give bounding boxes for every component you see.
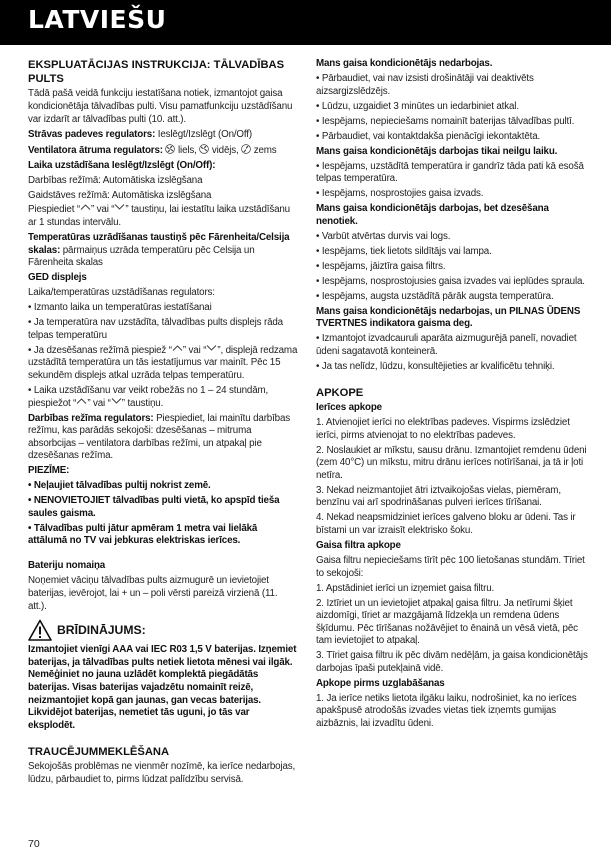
mode-regulator-text: Piespiediet, lai mainītu darbības režīmu, kas parādās sekojoši: dzesēšanas – mitruma absorbcijas – ventilatora darbības režīmi, un atpakaļ pie dzesēšanas režīma.: [28, 412, 291, 462]
problem-1-bullet-4: • Pārbaudiet, vai kontaktdakša pienācīgi iekontaktēta.: [316, 130, 541, 142]
problem-3-bullet-5: • Iespējams, augsta uzstādītā pārāk augsta temperatūra.: [316, 290, 554, 302]
timer-press-mid: ” vai “: [90, 204, 115, 216]
problem-3-bullet-2: • Iespējams, tiek lietots sildītājs vai lampa.: [316, 245, 492, 257]
device-care-step-3: 3. Nekad neizmantojiet ātri iztvaikojošas vielas, piemēram, benzīnu vai arī spodrināšanas pulveri ierīces tīrīšanai.: [316, 484, 561, 509]
arrow-up-icon: [172, 345, 183, 351]
problem-1-bullet-3: • Iespējams, nepieciešams nomainīt baterijas tālvadības pultī.: [316, 115, 575, 127]
problem-2-bullet-2: • Iespējams, nosprostojies gaisa izvads.: [316, 188, 484, 200]
device-care-step-1: 1. Atvienojiet ierīci no elektrības padeves. Vispirms izslēdziet ierīci, pirms atvienojat to no elektrības padeves.: [316, 417, 570, 441]
problem-3-bullet-1: • Varbūt atvērtas durvis vai logs.: [316, 230, 451, 242]
mode-regulator-label: Darbības režīma regulators:: [28, 412, 154, 424]
power-regulator-text: Ieslēgt/Izslēgt (On/Off): [155, 128, 252, 140]
led-bullet-3-mid: ” vai “: [182, 344, 207, 356]
maintenance-heading: APKOPE: [316, 386, 364, 399]
arrow-down-icon: [114, 204, 125, 210]
fan-medium-icon: [199, 144, 209, 154]
left-column: [28, 58, 298, 789]
fan-low-icon: [241, 144, 251, 154]
fan-high-text: liels,: [175, 144, 200, 156]
led-bullet-4-post: ” taustiņu.: [121, 397, 164, 409]
problem-2-bullet-1: • Iespējams, uzstādītā temperatūra ir gandrīz tāda pati kā esošā telpas temperatūra.: [316, 160, 584, 185]
device-care-heading: Ierīces apkope: [316, 402, 382, 414]
standby-mode-text: Gaidstāves režīmā: Automātiska izslēgšana: [28, 189, 212, 201]
fan-medium-text: vidējs,: [209, 144, 242, 156]
warning-title: BRĪDINĀJUMS:: [57, 622, 146, 637]
filter-care-step-1: 1. Apstādiniet ierīci un izņemiet gaisa filtru.: [316, 582, 495, 594]
led-bullet-1: • Izmanto laika un temperatūras iestatīšanai: [28, 302, 212, 314]
problem-3-bullet-3: • Iespējams, jāiztīra gaisa filtrs.: [316, 260, 446, 272]
filter-care-step-2: 2. Iztīriet un un ievietojiet atpakaļ gaisa filtru. Ja netīrumi šķiet aizdomīgi, tīriet ar mazgājamā līdzekļa un remdena ūdens šķīdumu. Pēc tīrīšanas nožāvējiet to ēnainā un vēsā vietā, pēc tam ievietojiet to atpakaļ.: [316, 597, 578, 647]
problem-1-bullet-1: • Pārbaudiet, vai nav izsisti drošinātāji vai deaktivēts aizsargizslēdzējs.: [316, 72, 534, 97]
warning-triangle-icon: [28, 619, 52, 641]
arrow-up-icon: [80, 204, 91, 210]
right-column: [316, 58, 588, 733]
fan-high-icon: [165, 144, 175, 154]
led-bullet-4: [28, 385, 298, 410]
problem-1-heading: Mans gaisa kondicionētājs nedarbojas.: [316, 58, 493, 69]
fan-speed-label: Ventilatora ātruma regulators:: [28, 144, 163, 156]
warning-text: Izmantojiet vienīgi AAA vai IEC R03 1,5 V baterijas. Izņemiet baterijas, ja tālvadības pults netiek lietota mēnesi vai ilgāk. Nemēģiniet no jauna uzlādēt komplektā piegādātās baterijas. Visas baterijas vajadzētu nomainīt reizē, neizmantojiet kopā gan jaunas, gan vecas baterijas. Likvidējot baterijas, nemetiet tās uguni, jo tās var eksplodēt.: [28, 644, 297, 731]
remote-intro-text: Tādā pašā veidā funkciju iestatīšana notiek, izmantojot gaisa kondicionētāja tālvadības pulti. Visu pamatfunkciju uzstādīšanu var izdarīt ar tālvadības pulti (10. att.).: [28, 88, 293, 125]
remote-instructions-heading: EKSPLUATĀCIJAS INSTRUKCIJA: TĀLVADĪBAS PULTS: [28, 59, 285, 85]
led-bullet-4-pre: • Laika uzstādīšanu var veikt robežās no 1 – 24 stundām, piespiežot “: [28, 384, 269, 409]
note-item-2: • NENOVIETOJIET tālvadības pulti vietā, ko apspīd tieša saules gaisma.: [28, 495, 280, 519]
problem-4-bullet-2: • Ja tas nelīdz, lūdzu, konsultējieties ar kvalificētu tehniķi.: [316, 360, 555, 372]
led-bullet-3-pre: • Ja dzesēšanas režīmā piespiež “: [28, 344, 172, 356]
dry-mode-text: Darbības režīmā: Automātiska izslēgšana: [28, 174, 203, 186]
fahrenheit-text: pārmaiņus uzrāda temperatūru pēc Celsija un Fārenheita skalas: [28, 244, 255, 269]
language-header-bar: [0, 0, 611, 45]
fahrenheit-label: Temperatūras uzrādīšanas taustiņš pēc Fārenheita/Celsija skalas:: [28, 232, 290, 256]
timer-press-pre: Piespiediet “: [28, 204, 80, 216]
mode-regulator-line: [28, 413, 298, 463]
filter-care-text: Gaisa filtru nepieciešams tīrīt pēc 100 lietošanas stundām. Tīriet to sekojoši:: [316, 554, 585, 579]
problem-3-bullet-4: • Iespējams, nosprostojusies gaisa izvades vai ieplūdes spraula.: [316, 275, 585, 287]
timer-press-text: [28, 204, 298, 229]
storage-care-step-1: 1. Ja ierīce netiks lietota ilgāku laiku, nodrošiniet, ka no ierīces apakšpusē atrodošās izvades vietas tiek izņemts gumijas aizbāznis, lai izvadītu ūdeni.: [316, 692, 577, 730]
arrow-down-icon: [206, 345, 217, 351]
filter-care-step-3: 3. Tīriet gaisa filtru ik pēc divām nedēļām, ja gaisa kondicionētājs darbojas īpaši putekļainā vidē.: [316, 650, 588, 674]
device-care-step-2: 2. Noslaukiet ar mīkstu, sausu drānu. Izmantojiet remdenu ūdeni (zem 40°C) un mīkstu, mitru drānu ierīces notīrīšanai, ja tā ir ļoti netīra.: [316, 444, 587, 481]
troubleshooting-text: Sekojošās problēmas ne vienmēr nozīmē, ka ierīce nedarbojas, lūdzu, pārbaudiet to, pirms lūdzat palīdzību servisā.: [28, 761, 296, 785]
led-bullet-4-mid: ” vai “: [87, 397, 111, 409]
led-display-heading: GED displejs: [28, 272, 87, 284]
page-number: 70: [28, 838, 40, 850]
filter-care-heading: Gaisa filtra apkope: [316, 539, 401, 551]
fahrenheit-line: [28, 232, 298, 270]
problem-4-heading: Mans gaisa kondicionētājs nedarbojas, un PILNAS ŪDENS TVERTNES indikatora gaisma deg.: [316, 305, 581, 330]
problem-4-bullet-1: • Izmantojot izvadcauruli aparāta aizmugurējā panelī, novadiet ūdeni sagatavotā konteinerā.: [316, 333, 577, 357]
arrow-down-icon: [111, 398, 122, 404]
led-bullet-2: • Ja temperatūra nav uzstādīta, tālvadības pults displejs rāda telpas temperatūru: [28, 317, 283, 341]
warning-heading: [28, 619, 298, 641]
troubleshooting-heading: TRAUCĒJUMMEKLĒŠANA: [28, 745, 170, 758]
power-regulator-line: [28, 129, 298, 142]
power-regulator-label: Strāvas padeves regulators:: [28, 128, 156, 140]
fan-low-text: zems: [251, 144, 277, 156]
arrow-up-icon: [76, 398, 87, 404]
device-care-step-4: 4. Nekad neapsmidziniet ierīces galveno bloku ar ūdeni. Tas ir bīstami un var izraisīt elektrisko šoku.: [316, 512, 576, 536]
led-regulator-text: Laika/temperatūras uzstādīšanas regulators:: [28, 287, 215, 299]
storage-care-heading: Apkope pirms uzglabāšanas: [316, 677, 445, 689]
timer-heading: Laika uzstādīšana Ieslēgt/Izslēgt (On/Off):: [28, 159, 216, 171]
battery-heading: Bateriju nomaiņa: [28, 560, 106, 572]
led-bullet-3: [28, 345, 298, 383]
led-bullet-3-post: ”, displejā redzama uzstādītā temperatūra un tās iestatījumus var mainīt. Pēc 15 sekundēm displejs atkal uzrāda telpas temperatūru.: [28, 344, 298, 381]
fan-speed-line: [28, 144, 298, 158]
timer-press-post: ” taustiņu, lai iestatītu laika uzstādīšanu ar 1 stundas intervālu.: [28, 204, 290, 229]
note-heading: PIEZĪME:: [28, 465, 70, 477]
problem-1-bullet-2: • Lūdzu, uzgaidiet 3 minūtes un iedarbiniet atkal.: [316, 100, 519, 112]
problem-3-heading: Mans gaisa kondicionētājs darbojas, bet dzesēšana nenotiek.: [316, 203, 549, 227]
battery-text: Noņemiet vāciņu tālvadības pults aizmugurē un ievietojiet baterijas, ievērojot, lai + un – poli vērsti pareizā virzienā (11. att.).: [28, 575, 278, 612]
problem-2-heading: Mans gaisa kondicionētājs darbojas tikai neilgu laiku.: [316, 145, 558, 157]
language-title: LATVIEŠU: [28, 5, 167, 34]
note-item-3: • Tālvadības pulti jātur apmēram 1 metra vai lielākā attālumā no TV vai jebkuras elektriskas ierīces.: [28, 522, 258, 547]
note-item-1: • Neļaujiet tālvadības pultij nokrist zemē.: [28, 480, 211, 492]
